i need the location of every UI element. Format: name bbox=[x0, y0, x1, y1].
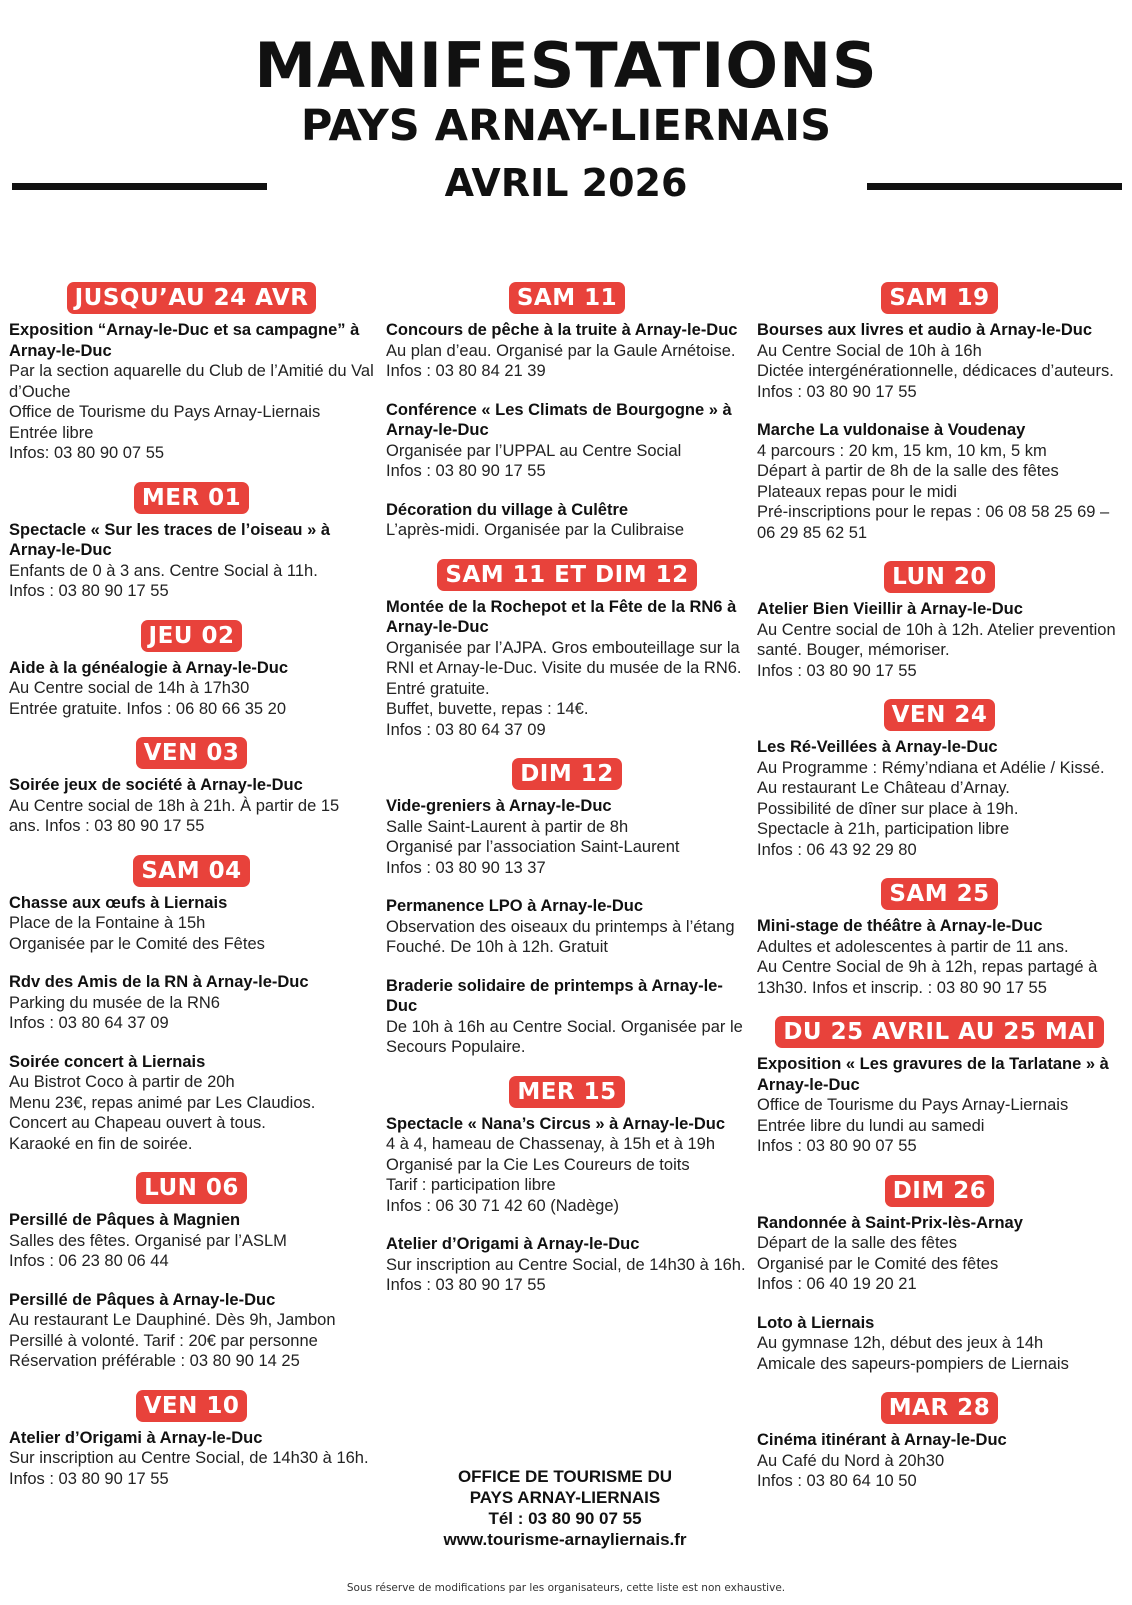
event-detail: Spectacle à 21h, participation libre bbox=[757, 820, 1010, 838]
event-detail: Office de Tourisme du Pays Arnay-Liernais bbox=[757, 1096, 1069, 1114]
event-title: Marche La vuldonaise à Voudenay bbox=[757, 421, 1026, 439]
event-detail: Office de Tourisme du Pays Arnay-Liernais bbox=[9, 403, 321, 421]
date-badge: LUN 20 bbox=[884, 561, 995, 593]
footer-org-line1: OFFICE DE TOURISME DU bbox=[457, 1467, 673, 1486]
event-detail: Karaoké en fin de soirée. bbox=[9, 1134, 193, 1153]
column-2 bbox=[386, 282, 748, 1314]
event-detail: Place de la Fontaine à 15h bbox=[9, 914, 206, 932]
month-heading: AVRIL 2026 bbox=[444, 161, 688, 205]
event-detail: Possibilité de dîner sur place à 19h. bbox=[757, 799, 1019, 818]
date-badge: VEN 03 bbox=[136, 737, 248, 769]
event-detail: Au Bistrot Coco à partir de 20h bbox=[9, 1073, 235, 1091]
event-title: Rdv des Amis de la RN à Arnay-le-Duc bbox=[9, 973, 309, 991]
event-detail: Entrée libre bbox=[9, 423, 94, 442]
event-title: Bourses aux livres et audio à Arnay-le-Duc bbox=[757, 321, 1093, 339]
event-detail: Au Centre Social de 10h à 16h bbox=[757, 341, 982, 360]
event-item bbox=[757, 1054, 1122, 1157]
event-item bbox=[9, 1210, 374, 1272]
event-item bbox=[757, 320, 1122, 402]
divider-right bbox=[867, 183, 1122, 190]
event-detail: Sur inscription au Centre Social, de 14h30 à 16h. Infos : 03 80 90 17 55 bbox=[9, 1449, 369, 1488]
event-detail: Organisé par la Cie Les Coureurs de toits bbox=[386, 1155, 690, 1174]
date-badge: VEN 10 bbox=[136, 1390, 248, 1422]
divider-left bbox=[12, 183, 267, 190]
event-detail: Départ de la salle des fêtes bbox=[757, 1234, 957, 1252]
event-item bbox=[9, 320, 374, 464]
day-block bbox=[9, 737, 374, 837]
event-detail: Au Programme : Rémy’ndiana et Adélie / Kissé. Au restaurant Le Château d’Arnay. bbox=[757, 758, 1105, 797]
day-block bbox=[9, 1172, 374, 1372]
event-title: Décoration du village à Culêtre bbox=[386, 500, 629, 519]
day-block bbox=[9, 1390, 374, 1490]
date-badge: MER 15 bbox=[509, 1076, 624, 1108]
event-title: Cinéma itinérant à Arnay-le-Duc bbox=[757, 1431, 1007, 1449]
event-detail: Organisée par le Comité des Fêtes bbox=[9, 934, 265, 953]
event-detail: Infos : 03 80 90 17 55 bbox=[9, 582, 169, 600]
event-detail: Parking du musée de la RN6 bbox=[9, 993, 220, 1012]
event-item bbox=[9, 1428, 374, 1490]
event-title: Aide à la généalogie à Arnay-le-Duc bbox=[9, 658, 289, 677]
date-badge: LUN 06 bbox=[136, 1172, 247, 1204]
footer-org-line2: PAYS ARNAY-LIERNAIS bbox=[469, 1488, 661, 1507]
event-title: Braderie solidaire de printemps à Arnay-le-Duc bbox=[386, 976, 723, 1015]
date-badge: DIM 26 bbox=[885, 1175, 995, 1207]
event-detail: Buffet, buvette, repas : 14€. bbox=[386, 700, 589, 718]
event-detail: L’après-midi. Organisée par la Culibraise bbox=[386, 521, 685, 539]
event-detail: Tarif : participation libre bbox=[386, 1176, 556, 1194]
day-block bbox=[386, 559, 748, 741]
event-detail: Adultes et adolescentes à partir de 11 ans. bbox=[757, 937, 1069, 956]
event-detail: Salle Saint-Laurent à partir de 8h bbox=[386, 817, 629, 836]
date-badge: MER 01 bbox=[134, 482, 249, 514]
date-badge: SAM 04 bbox=[133, 855, 249, 887]
header bbox=[0, 30, 1132, 208]
footer-contact bbox=[380, 1466, 750, 1550]
day-block bbox=[9, 282, 374, 464]
day-block bbox=[757, 1392, 1122, 1492]
day-block bbox=[757, 561, 1122, 681]
event-item bbox=[9, 1052, 374, 1155]
footer-website[interactable]: www.tourisme-arnayliernais.fr bbox=[443, 1530, 687, 1549]
date-badge: JUSQU’AU 24 AVR bbox=[67, 282, 317, 314]
event-detail: Organisé par le Comité des fêtes bbox=[757, 1254, 999, 1273]
event-detail: Au Centre Social de 9h à 12h, repas partagé à 13h30. Infos et inscrip. : 03 80 90 17 55 bbox=[757, 958, 1098, 997]
day-block bbox=[757, 1016, 1122, 1157]
event-item bbox=[386, 896, 748, 958]
date-badge: DIM 12 bbox=[512, 758, 622, 790]
event-title: Soirée concert à Liernais bbox=[9, 1052, 206, 1071]
event-item bbox=[386, 500, 748, 541]
date-badge: DU 25 AVRIL AU 25 MAI bbox=[775, 1016, 1103, 1048]
event-title: Mini-stage de théâtre à Arnay-le-Duc bbox=[757, 917, 1043, 935]
event-detail: Réservation préférable : 03 80 90 14 25 bbox=[9, 1352, 300, 1370]
event-detail: Organisé par l’association Saint-Laurent bbox=[386, 838, 680, 856]
event-title: Conférence « Les Climats de Bourgogne » à Arnay-le-Duc bbox=[386, 400, 732, 439]
event-detail: Au Centre social de 18h à 21h. À partir de 15 ans. Infos : 03 80 90 17 55 bbox=[9, 796, 340, 835]
column-3 bbox=[757, 282, 1122, 1510]
event-item bbox=[757, 1430, 1122, 1492]
event-detail: Concert au Chapeau ouvert à tous. bbox=[9, 1114, 266, 1132]
date-badge: SAM 11 ET DIM 12 bbox=[437, 559, 696, 591]
event-item bbox=[386, 976, 748, 1058]
event-detail: Infos : 03 80 64 37 09 bbox=[386, 720, 546, 739]
event-detail: Infos : 06 23 80 06 44 bbox=[9, 1252, 169, 1270]
event-detail: Salles des fêtes. Organisé par l’ASLM bbox=[9, 1231, 287, 1250]
event-detail: Organisée par l’UPPAL au Centre Social bbox=[386, 441, 682, 460]
day-block bbox=[386, 282, 748, 541]
event-detail: Infos : 03 80 90 07 55 bbox=[757, 1137, 917, 1155]
event-title: Montée de la Rochepot et la Fête de la RN6 à Arnay-le-Duc bbox=[386, 597, 737, 636]
event-detail: Pré-inscriptions pour le repas : 06 08 58 25 69 – 06 29 85 62 51 bbox=[757, 503, 1110, 542]
event-title: Soirée jeux de société à Arnay-le-Duc bbox=[9, 776, 303, 794]
event-detail: Au Centre social de 14h à 17h30 bbox=[9, 679, 250, 697]
event-item bbox=[386, 1234, 748, 1296]
event-title: Atelier Bien Vieillir à Arnay-le-Duc bbox=[757, 600, 1023, 618]
event-item bbox=[757, 1213, 1122, 1295]
day-block bbox=[757, 1175, 1122, 1375]
event-item bbox=[386, 597, 748, 741]
event-item bbox=[757, 737, 1122, 860]
date-badge: SAM 11 bbox=[509, 282, 625, 314]
event-item bbox=[9, 520, 374, 602]
day-block bbox=[9, 855, 374, 1155]
event-detail: Infos: 03 80 90 07 55 bbox=[9, 444, 165, 462]
day-block bbox=[757, 878, 1122, 998]
event-detail: Départ à partir de 8h de la salle des fêtes bbox=[757, 462, 1059, 480]
event-detail: Entrée libre du lundi au samedi bbox=[757, 1116, 985, 1135]
event-title: Les Ré-Veillées à Arnay-le-Duc bbox=[757, 738, 998, 756]
event-title: Loto à Liernais bbox=[757, 1313, 875, 1332]
event-detail: Infos : 06 30 71 42 60 (Nadège) bbox=[386, 1196, 619, 1215]
event-item bbox=[386, 1114, 748, 1217]
event-item bbox=[386, 400, 748, 482]
event-detail: Menu 23€, repas animé par Les Claudios. bbox=[9, 1093, 316, 1112]
event-detail: Infos : 03 80 90 17 55 bbox=[757, 661, 917, 680]
event-detail: Sur inscription au Centre Social, de 14h30 à 16h. Infos : 03 80 90 17 55 bbox=[386, 1255, 746, 1294]
event-detail: Infos : 03 80 90 13 37 bbox=[386, 858, 546, 877]
event-title: Persillé de Pâques à Magnien bbox=[9, 1211, 241, 1229]
event-detail: Enfants de 0 à 3 ans. Centre Social à 11h. bbox=[9, 561, 318, 580]
event-detail: Dictée intergénérationnelle, dédicaces d’auteurs. Infos : 03 80 90 17 55 bbox=[757, 362, 1114, 401]
event-detail: Au restaurant Le Dauphiné. Dès 9h, Jambon Persillé à volonté. Tarif : 20€ par personne bbox=[9, 1311, 336, 1350]
event-detail: Infos : 06 40 19 20 21 bbox=[757, 1275, 917, 1293]
event-item bbox=[9, 658, 374, 720]
event-title: Vide-greniers à Arnay-le-Duc bbox=[386, 797, 612, 815]
event-title: Randonnée à Saint-Prix-lès-Arnay bbox=[757, 1213, 1023, 1232]
page-title: MANIFESTATIONS bbox=[254, 29, 878, 102]
page-subtitle: PAYS ARNAY-LIERNAIS bbox=[300, 101, 832, 151]
event-item bbox=[9, 1290, 374, 1372]
event-detail: Au gymnase 12h, début des jeux à 14h bbox=[757, 1334, 1044, 1352]
event-item bbox=[757, 916, 1122, 998]
event-detail: Infos : 06 43 92 29 80 bbox=[757, 840, 917, 859]
date-badge: SAM 25 bbox=[881, 878, 997, 910]
disclaimer: Sous réserve de modifications par les organisateurs, cette liste est non exhaustive. bbox=[346, 1582, 786, 1594]
event-item bbox=[9, 893, 374, 955]
event-detail: 4 à 4, hameau de Chassenay, à 15h et à 19h bbox=[386, 1135, 716, 1153]
event-detail: Infos : 03 80 90 17 55 bbox=[386, 462, 546, 480]
day-block bbox=[9, 482, 374, 602]
date-badge: SAM 19 bbox=[881, 282, 997, 314]
event-detail: Par la section aquarelle du Club de l’Amitié du Val d’Ouche bbox=[9, 362, 374, 401]
event-item bbox=[9, 775, 374, 837]
event-detail: Plateaux repas pour le midi bbox=[757, 482, 957, 501]
day-block bbox=[757, 699, 1122, 860]
date-badge: VEN 24 bbox=[884, 699, 996, 731]
date-badge: JEU 02 bbox=[141, 620, 243, 652]
event-detail: 4 parcours : 20 km, 15 km, 10 km, 5 km bbox=[757, 441, 1047, 460]
event-detail: Infos : 03 80 64 37 09 bbox=[9, 1014, 169, 1032]
event-detail: Organisée par l’AJPA. Gros embouteillage sur la RNI et Arnay-le-Duc. Visite du musée de la RN6. Entré gratuite. bbox=[386, 638, 742, 698]
date-badge: MAR 28 bbox=[881, 1392, 998, 1424]
event-item bbox=[386, 796, 748, 878]
event-detail: Au Centre social de 10h à 12h. Atelier prevention santé. Bouger, mémoriser. bbox=[757, 620, 1116, 659]
event-title: Spectacle « Nana’s Circus » à Arnay-le-Duc bbox=[386, 1114, 726, 1133]
event-detail: Au Café du Nord à 20h30 bbox=[757, 1451, 945, 1470]
event-item bbox=[9, 972, 374, 1034]
event-item bbox=[757, 1313, 1122, 1375]
event-item bbox=[757, 599, 1122, 681]
event-detail: Au plan d’eau. Organisé par la Gaule Arnétoise. Infos : 03 80 84 21 39 bbox=[386, 341, 736, 380]
event-detail: Amicale des sapeurs-pompiers de Liernais bbox=[757, 1354, 1069, 1373]
event-title: Exposition « Les gravures de la Tarlatane » à Arnay-le-Duc bbox=[757, 1055, 1109, 1094]
footer-phone: Tél : 03 80 90 07 55 bbox=[488, 1509, 642, 1528]
event-title: Chasse aux œufs à Liernais bbox=[9, 893, 228, 912]
event-title: Atelier d’Origami à Arnay-le-Duc bbox=[9, 1428, 263, 1447]
event-title: Concours de pêche à la truite à Arnay-le-Duc bbox=[386, 321, 738, 339]
column-1 bbox=[9, 282, 374, 1507]
day-block bbox=[386, 758, 748, 1058]
event-item bbox=[386, 320, 748, 382]
event-detail: Infos : 03 80 64 10 50 bbox=[757, 1472, 917, 1490]
day-block bbox=[386, 1076, 748, 1296]
event-detail: Observation des oiseaux du printemps à l’étang Fouché. De 10h à 12h. Gratuit bbox=[386, 917, 735, 956]
event-title: Exposition “Arnay-le-Duc et sa campagne” à Arnay-le-Duc bbox=[9, 321, 360, 360]
event-title: Permanence LPO à Arnay-le-Duc bbox=[386, 897, 644, 915]
day-block bbox=[9, 620, 374, 720]
day-block bbox=[757, 282, 1122, 543]
event-item bbox=[757, 420, 1122, 543]
event-title: Atelier d’Origami à Arnay-le-Duc bbox=[386, 1235, 640, 1253]
event-detail: De 10h à 16h au Centre Social. Organisée par le Secours Populaire. bbox=[386, 1017, 743, 1056]
event-detail: Entrée gratuite. Infos : 06 80 66 35 20 bbox=[9, 699, 287, 718]
event-title: Persillé de Pâques à Arnay-le-Duc bbox=[9, 1290, 276, 1309]
event-title: Spectacle « Sur les traces de l’oiseau » à Arnay-le-Duc bbox=[9, 520, 331, 559]
